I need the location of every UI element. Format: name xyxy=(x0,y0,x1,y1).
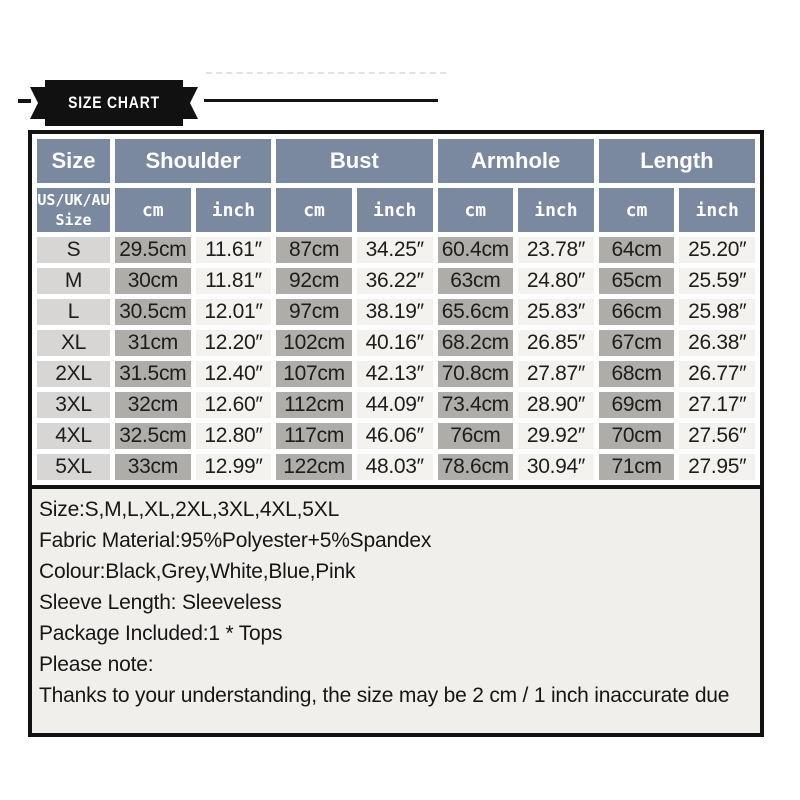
value-cell: 68cm xyxy=(599,361,675,387)
banner-title: SIZE CHART xyxy=(68,93,160,112)
value-cell: 66cm xyxy=(599,299,675,325)
subheader-cm: cm xyxy=(438,188,514,232)
size-chart-sheet xyxy=(28,130,764,737)
value-cell: 24.80″ xyxy=(518,268,594,294)
table-row xyxy=(37,299,755,325)
value-cell: 25.59″ xyxy=(679,268,755,294)
value-cell: 67cm xyxy=(599,330,675,356)
size-cell: 5XL xyxy=(37,454,110,480)
size-table xyxy=(32,134,760,485)
value-cell: 29.92″ xyxy=(518,423,594,449)
value-cell: 31.5cm xyxy=(115,361,191,387)
header-armhole: Armhole xyxy=(438,139,594,183)
subheader-inch: inch xyxy=(357,188,433,232)
value-cell: 69cm xyxy=(599,392,675,418)
note-colour: Colour:Black,Grey,White,Blue,Pink xyxy=(39,560,356,583)
value-cell: 68.2cm xyxy=(438,330,514,356)
note-sleeve-length: Sleeve Length: Sleeveless xyxy=(39,591,282,614)
product-notes xyxy=(32,485,760,733)
banner-rule-line xyxy=(204,99,438,102)
size-cell: M xyxy=(37,268,110,294)
subheader-cm: cm xyxy=(276,188,352,232)
value-cell: 70.8cm xyxy=(438,361,514,387)
value-cell: 122cm xyxy=(276,454,352,480)
value-cell: 73.4cm xyxy=(438,392,514,418)
value-cell: 102cm xyxy=(276,330,352,356)
value-cell: 42.13″ xyxy=(357,361,433,387)
value-cell: 25.20″ xyxy=(679,237,755,263)
value-cell: 48.03″ xyxy=(357,454,433,480)
table-row xyxy=(37,361,755,387)
subheader-cm: cm xyxy=(115,188,191,232)
value-cell: 64cm xyxy=(599,237,675,263)
value-cell: 30cm xyxy=(115,268,191,294)
value-cell: 107cm xyxy=(276,361,352,387)
value-cell: 87cm xyxy=(276,237,352,263)
size-chart-ribbon xyxy=(30,80,198,126)
subheader-inch: inch xyxy=(679,188,755,232)
value-cell: 60.4cm xyxy=(438,237,514,263)
value-cell: 27.95″ xyxy=(679,454,755,480)
table-row xyxy=(37,268,755,294)
value-cell: 23.78″ xyxy=(518,237,594,263)
value-cell: 71cm xyxy=(599,454,675,480)
value-cell: 12.99″ xyxy=(196,454,272,480)
value-cell: 65cm xyxy=(599,268,675,294)
value-cell: 25.83″ xyxy=(518,299,594,325)
value-cell: 11.81″ xyxy=(196,268,272,294)
value-cell: 92cm xyxy=(276,268,352,294)
subheader-cm: cm xyxy=(599,188,675,232)
value-cell: 78.6cm xyxy=(438,454,514,480)
value-cell: 63cm xyxy=(438,268,514,294)
value-cell: 28.90″ xyxy=(518,392,594,418)
value-cell: 27.87″ xyxy=(518,361,594,387)
subheader-us-uk-au-size: US/UK/AU Size xyxy=(37,188,110,232)
subheader-inch: inch xyxy=(196,188,272,232)
value-cell: 32cm xyxy=(115,392,191,418)
value-cell: 44.09″ xyxy=(357,392,433,418)
value-cell: 46.06″ xyxy=(357,423,433,449)
table-row xyxy=(37,237,755,263)
header-size: Size xyxy=(37,139,110,183)
subheader-inch: inch xyxy=(518,188,594,232)
value-cell: 26.38″ xyxy=(679,330,755,356)
note-disclaimer: Thanks to your understanding, the size may be 2 cm / 1 inch inaccurate due xyxy=(39,684,730,707)
value-cell: 27.17″ xyxy=(679,392,755,418)
value-cell: 12.01″ xyxy=(196,299,272,325)
header-shoulder: Shoulder xyxy=(115,139,271,183)
value-cell: 11.61″ xyxy=(196,237,272,263)
table-subheader-row xyxy=(37,188,755,232)
table-row xyxy=(37,454,755,480)
value-cell: 32.5cm xyxy=(115,423,191,449)
size-cell: 3XL xyxy=(37,392,110,418)
value-cell: 65.6cm xyxy=(438,299,514,325)
value-cell: 12.60″ xyxy=(196,392,272,418)
value-cell: 40.16″ xyxy=(357,330,433,356)
size-cell: S xyxy=(37,237,110,263)
value-cell: 33cm xyxy=(115,454,191,480)
value-cell: 97cm xyxy=(276,299,352,325)
table-header-row xyxy=(37,139,755,183)
value-cell: 12.40″ xyxy=(196,361,272,387)
header-length: Length xyxy=(599,139,755,183)
banner-dotted-line xyxy=(206,72,446,74)
value-cell: 76cm xyxy=(438,423,514,449)
value-cell: 26.77″ xyxy=(679,361,755,387)
header-bust: Bust xyxy=(276,139,432,183)
table-row xyxy=(37,392,755,418)
value-cell: 25.98″ xyxy=(679,299,755,325)
value-cell: 34.25″ xyxy=(357,237,433,263)
value-cell: 30.94″ xyxy=(518,454,594,480)
value-cell: 36.22″ xyxy=(357,268,433,294)
size-cell: XL xyxy=(37,330,110,356)
value-cell: 26.85″ xyxy=(518,330,594,356)
value-cell: 29.5cm xyxy=(115,237,191,263)
value-cell: 27.56″ xyxy=(679,423,755,449)
size-cell: L xyxy=(37,299,110,325)
note-package-included: Package Included:1 * Tops xyxy=(39,622,283,645)
size-cell: 4XL xyxy=(37,423,110,449)
value-cell: 12.80″ xyxy=(196,423,272,449)
note-please-note: Please note: xyxy=(39,653,154,676)
value-cell: 30.5cm xyxy=(115,299,191,325)
table-row xyxy=(37,330,755,356)
note-sizes: Size:S,M,L,XL,2XL,3XL,4XL,5XL xyxy=(39,498,340,521)
value-cell: 31cm xyxy=(115,330,191,356)
value-cell: 38.19″ xyxy=(357,299,433,325)
table-row xyxy=(37,423,755,449)
size-cell: 2XL xyxy=(37,361,110,387)
value-cell: 117cm xyxy=(276,423,352,449)
value-cell: 70cm xyxy=(599,423,675,449)
note-fabric-material: Fabric Material:95%Polyester+5%Spandex xyxy=(39,529,432,552)
value-cell: 112cm xyxy=(276,392,352,418)
value-cell: 12.20″ xyxy=(196,330,272,356)
